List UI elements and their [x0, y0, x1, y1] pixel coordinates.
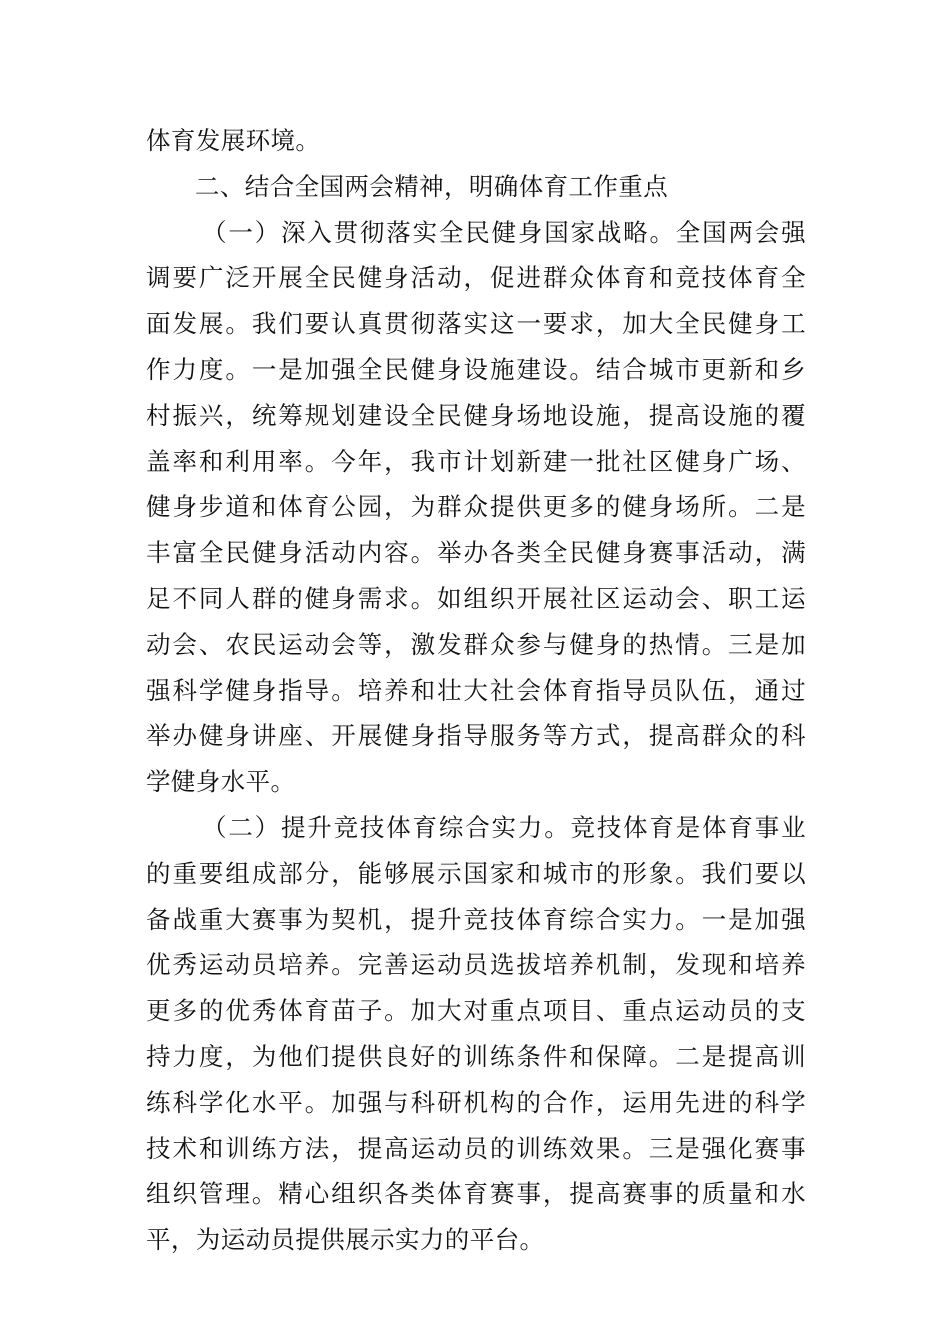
text-line: 动会、农民运动会等，激发群众参与健身的热情。三是加 — [146, 629, 806, 659]
text-line: 平，为运动员提供展示实力的平台。 — [146, 1225, 545, 1255]
text-line: 丰富全民健身活动内容。举办各类全民健身赛事活动，满 — [146, 538, 806, 568]
text-line: 体育发展环境。 — [146, 126, 321, 155]
text-line: 技术和训练方法，提高运动员的训练效果。三是强化赛事 — [146, 1133, 806, 1163]
paragraph-first-line: （一）深入贯彻落实全民健身国家战略。全国两会强 — [202, 217, 806, 247]
text-line: 优秀运动员培养。完善运动员选拔培养机制，发现和培养 — [146, 950, 806, 980]
text-line: 组织管理。精心组织各类体育赛事，提高赛事的质量和水 — [146, 1179, 806, 1209]
text-line: 更多的优秀体育苗子。加大对重点项目、重点运动员的支 — [146, 996, 806, 1026]
text-line: 健身步道和体育公园，为群众提供更多的健身场所。二是 — [146, 492, 806, 522]
text-line: 学健身水平。 — [146, 767, 296, 797]
text-line: 作力度。一是加强全民健身设施建设。结合城市更新和乡 — [146, 354, 806, 384]
text-line: 村振兴，统筹规划建设全民健身场地设施，提高设施的覆 — [146, 400, 806, 430]
text-line: 持力度，为他们提供良好的训练条件和保障。二是提高训 — [146, 1041, 806, 1071]
text-line: 盖率和利用率。今年，我市计划新建一批社区健身广场、 — [146, 446, 806, 476]
text-line: 强科学健身指导。培养和壮大社会体育指导员队伍，通过 — [146, 675, 806, 705]
text-line: 举办健身讲座、开展健身指导服务等方式，提高群众的科 — [146, 721, 806, 751]
document-body — [146, 118, 806, 1263]
text-line: 的重要组成部分，能够展示国家和城市的形象。我们要以 — [146, 858, 806, 888]
text-line: 备战重大赛事为契机，提升竞技体育综合实力。一是加强 — [146, 904, 806, 934]
paragraph-first-line: （二）提升竞技体育综合实力。竞技体育是体育事业 — [202, 812, 806, 842]
text-line: 练科学化水平。加强与科研机构的合作，运用先进的科学 — [146, 1087, 806, 1117]
text-line: 面发展。我们要认真贯彻落实这一要求，加大全民健身工 — [146, 309, 806, 339]
text-line: 足不同人群的健身需求。如组织开展社区运动会、职工运 — [146, 583, 806, 613]
section-heading: 二、结合全国两会精神，明确体育工作重点 — [195, 171, 669, 201]
text-line: 调要广泛开展全民健身活动，促进群众体育和竞技体育全 — [146, 263, 806, 293]
